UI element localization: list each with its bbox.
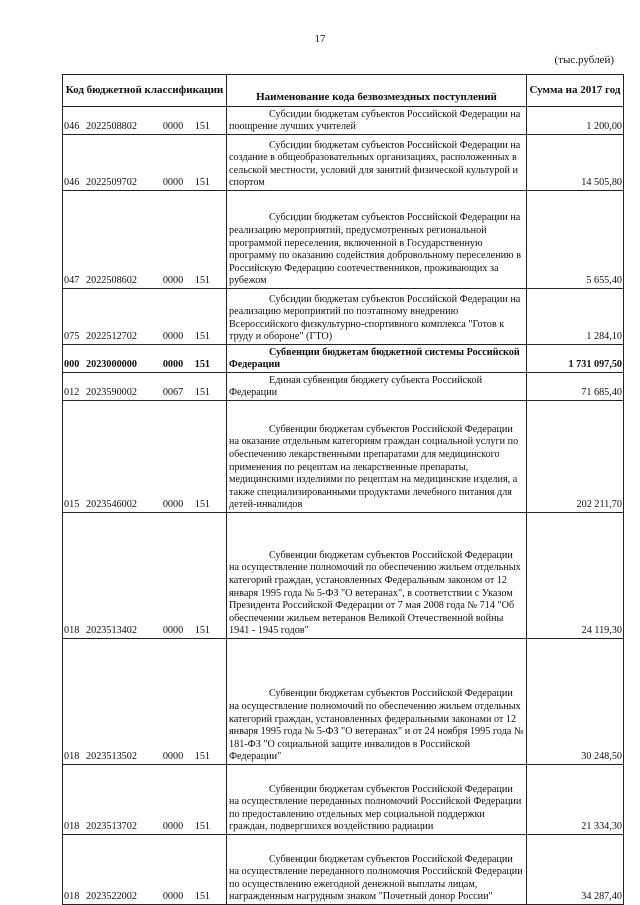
code-subtype: 0000: [162, 891, 184, 903]
code-admin: 012: [64, 387, 80, 399]
name-cell: Субвенции бюджетам бюджетной системы Российской Федерации: [227, 345, 527, 373]
header-name: Наименование кода безвозмездных поступлений: [227, 75, 527, 107]
code-subtype: 0000: [162, 331, 184, 343]
code-subtype: 0067: [162, 387, 184, 399]
code-admin: 000: [64, 359, 80, 371]
name-cell: Субвенции бюджетам субъектов Российской Федерации на оказание отдельным категориям граждан социальной услуги по обеспечению лекарственными препаратами для медицинского применения по рецептам на лекарственные препараты, медицинскими изделиями по рецептам на медицинские изделия, а также специализированными продуктами лечебного питания для детей-инвалидов: [227, 401, 527, 513]
code-cell: [63, 513, 227, 639]
code-subtype: 0000: [162, 275, 184, 287]
name-cell: Субвенции бюджетам субъектов Российской Федерации на осуществление переданных полномочий Российской Федерации по предоставлению отдельных мер социальной поддержки граждан, подвергшихся воздействию радиации: [227, 765, 527, 835]
code-kosgu: 151: [194, 891, 210, 903]
code-cell: [63, 835, 227, 905]
sum-cell: 24 119,30: [527, 513, 624, 639]
code-kbk: 2023590002: [86, 387, 137, 399]
sum-cell: 5 655,40: [527, 191, 624, 289]
code-kosgu: 151: [194, 121, 210, 133]
sum-cell: 14 505,80: [527, 135, 624, 191]
code-kosgu: 151: [194, 499, 210, 511]
code-kosgu: 151: [194, 331, 210, 343]
code-kbk: 2022508602: [86, 275, 137, 287]
code-subtype: 0000: [162, 625, 184, 637]
table-header-row: [63, 75, 624, 107]
code-kbk: 2022508802: [86, 121, 137, 133]
code-subtype: 0000: [162, 359, 184, 371]
code-kbk: 2023513702: [86, 821, 137, 833]
code-admin: 075: [64, 331, 80, 343]
code-admin: 046: [64, 121, 80, 133]
code-cell: [63, 135, 227, 191]
code-cell: [63, 639, 227, 765]
sum-cell: 202 211,70: [527, 401, 624, 513]
page-number: 17: [314, 33, 326, 45]
sum-cell: 1 284,10: [527, 289, 624, 345]
code-kosgu: 151: [194, 359, 210, 371]
header-sum: Сумма на 2017 год: [527, 75, 624, 107]
name-cell: Субвенции бюджетам субъектов Российской Федерации на осуществление полномочий по обеспечению жильем отдельных категорий граждан, установленных Федеральным законом от 12 января 1995 года № 5-ФЗ "О ветеранах", в соответствии с Указом Президента Российской Федерации от 7 мая 2008 года № 714 "Об обеспечении жильем ветеранов Великой Отечественной войны 1941 - 1945 годов": [227, 513, 527, 639]
code-kbk: 2023546002: [86, 499, 137, 511]
code-cell: [63, 345, 227, 373]
code-kbk: 2022512702: [86, 331, 137, 343]
code-admin: 047: [64, 275, 80, 287]
code-kosgu: 151: [194, 275, 210, 287]
code-kbk: 2023522002: [86, 891, 137, 903]
sum-cell: 34 287,40: [527, 835, 624, 905]
code-kbk: 2023513502: [86, 751, 137, 763]
code-subtype: 0000: [162, 177, 184, 189]
name-cell: Субсидии бюджетам субъектов Российской Федерации на реализацию мероприятий, предусмотренных региональной программой переселения, включенной в Государственную программу по оказанию содействия добровольному переселению в Российскую Федерацию соотечественников, проживающих за рубежом: [227, 191, 527, 289]
sum-cell: 1 731 097,50: [527, 345, 624, 373]
sum-cell: 71 685,40: [527, 373, 624, 401]
code-kosgu: 151: [194, 177, 210, 189]
code-admin: 018: [64, 891, 80, 903]
table-row: [63, 289, 624, 345]
table-row: [63, 345, 624, 373]
table-row: [63, 135, 624, 191]
name-cell: Единая субвенция бюджету субъекта Российской Федерации: [227, 373, 527, 401]
code-admin: 015: [64, 499, 80, 511]
sum-cell: 1 200,00: [527, 107, 624, 135]
table-row: [63, 639, 624, 765]
sum-cell: 30 248,50: [527, 639, 624, 765]
table-row: [63, 513, 624, 639]
code-cell: [63, 373, 227, 401]
code-admin: 018: [64, 625, 80, 637]
table-row: [63, 191, 624, 289]
code-subtype: 0000: [162, 821, 184, 833]
code-cell: [63, 107, 227, 135]
name-cell: Субвенции бюджетам субъектов Российской Федерации на осуществление полномочий по обеспечению жильем отдельных категорий граждан, установленных федеральными законами от 12 января 1995 года № 5-ФЗ "О ветеранах" и от 24 ноября 1995 года № 181-ФЗ "О социальной защите инвалидов в Российской Федерации": [227, 639, 527, 765]
code-cell: [63, 765, 227, 835]
code-kbk: 2023000000: [86, 359, 137, 371]
name-cell: Субсидии бюджетам субъектов Российской Федерации на поощрение лучших учителей: [227, 107, 527, 135]
table-row: [63, 107, 624, 135]
table-row: [63, 835, 624, 905]
code-subtype: 0000: [162, 499, 184, 511]
name-cell: Субвенции бюджетам субъектов Российской Федерации на осуществление переданного полномочия Российской Федерации по осуществлению ежегодной денежной выплаты лицам, награжденным нагрудным знаком "Почетный донор России": [227, 835, 527, 905]
code-kosgu: 151: [194, 625, 210, 637]
code-admin: 046: [64, 177, 80, 189]
table-row: [63, 765, 624, 835]
table-row: [63, 401, 624, 513]
units-label: (тыс.рублей): [554, 54, 614, 66]
name-cell: Субсидии бюджетам субъектов Российской Федерации на реализацию мероприятий по поэтапному внедрению Всероссийского физкультурно-спортивного комплекса "Готов к труду и обороне" (ГТО): [227, 289, 527, 345]
budget-table: [62, 74, 624, 905]
sum-cell: 21 334,30: [527, 765, 624, 835]
code-cell: [63, 191, 227, 289]
code-kbk: 2022509702: [86, 177, 137, 189]
code-cell: [63, 401, 227, 513]
name-cell: Субсидии бюджетам субъектов Российской Федерации на создание в общеобразовательных организациях, расположенных в сельской местности, условий для занятий физической культурой и спортом: [227, 135, 527, 191]
code-kosgu: 151: [194, 821, 210, 833]
code-subtype: 0000: [162, 121, 184, 133]
header-code: Код бюджетной классификации: [63, 75, 227, 107]
code-kosgu: 151: [194, 751, 210, 763]
code-kbk: 2023513402: [86, 625, 137, 637]
code-subtype: 0000: [162, 751, 184, 763]
code-admin: 018: [64, 821, 80, 833]
code-cell: [63, 289, 227, 345]
table-row: [63, 373, 624, 401]
code-kosgu: 151: [194, 387, 210, 399]
code-admin: 018: [64, 751, 80, 763]
